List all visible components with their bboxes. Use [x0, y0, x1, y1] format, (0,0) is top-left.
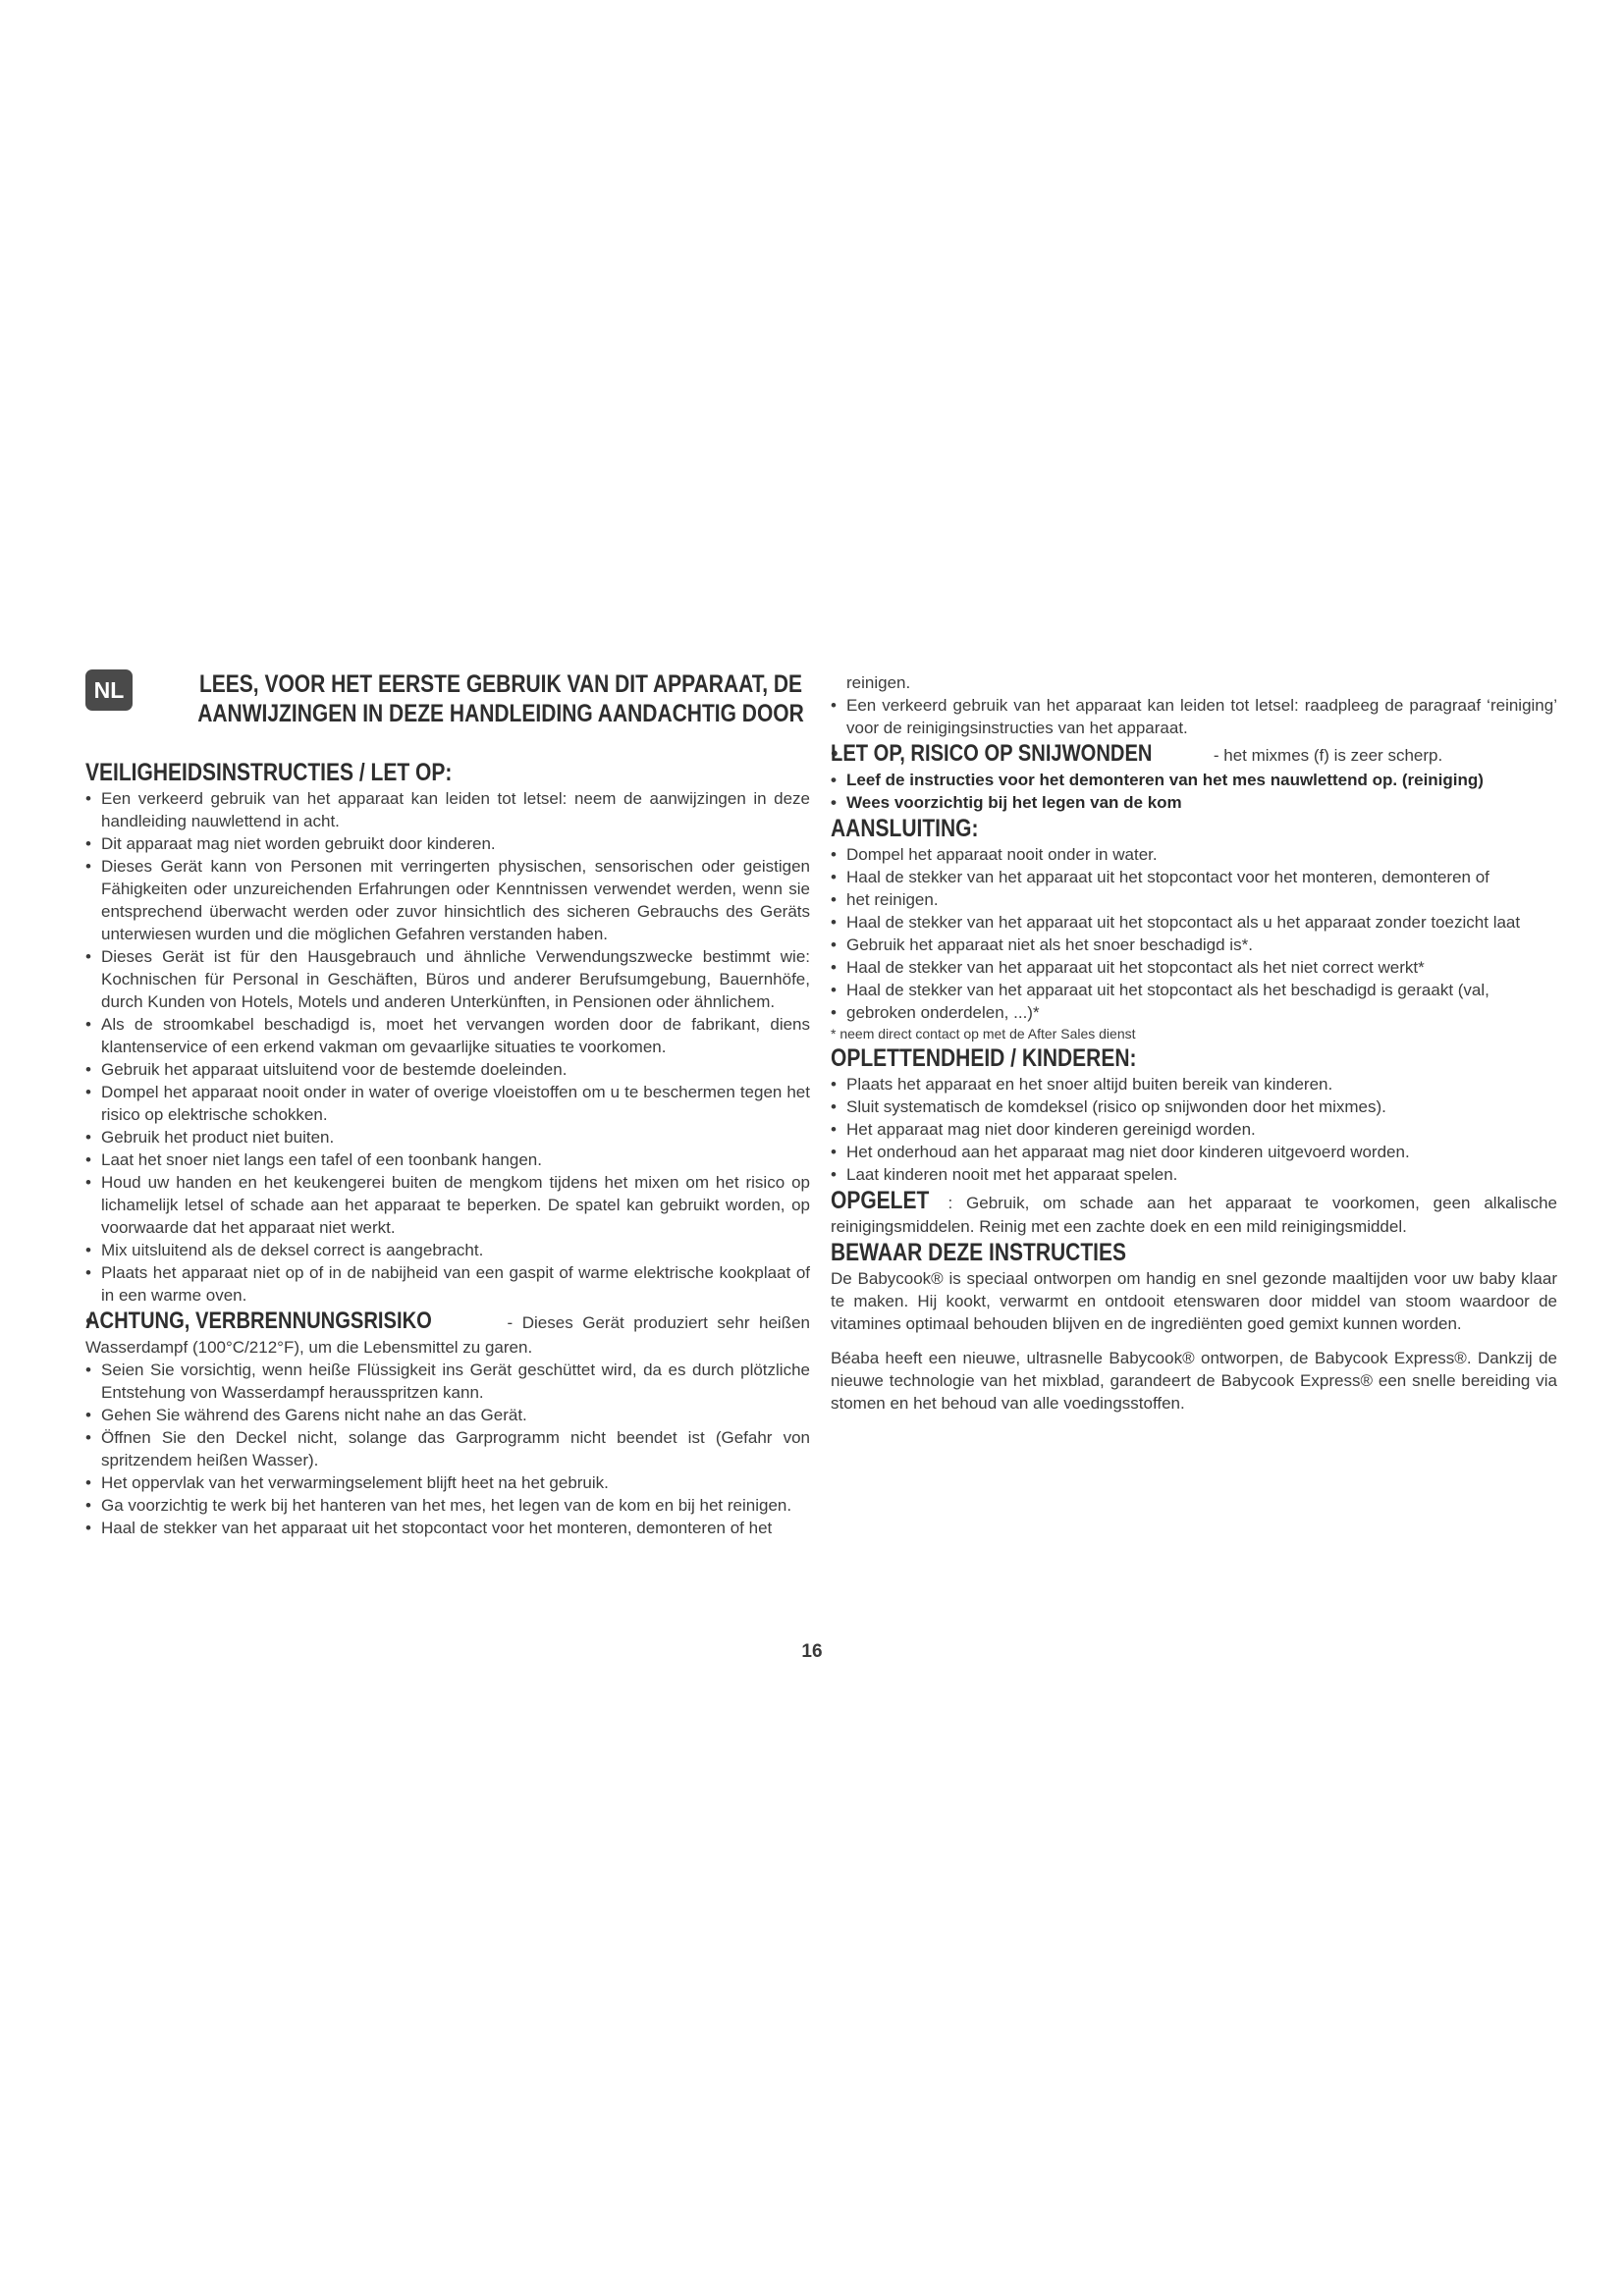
list-item: • Haal de stekker van het apparaat uit het stopcontact voor het monteren, demonteren of het [85, 1517, 810, 1539]
list-item: • Een verkeerd gebruik van het apparaat kan leiden tot letsel: neem de aanwijzingen in deze handleiding nauwlettend in acht. [85, 787, 810, 832]
list-item: • Dieses Gerät kann von Personen mit verringerten physischen, sensorischen oder geistigen Fähigkeiten oder unzureichenden Erfahrungen oder Kenntnissen verwendet werden, wenn sie entsprechend überwacht werden oder zuvor hinsichtlich des sicheren Gebrauchs des Geräts unterwiesen wurden und die möglichen Gefahren verstanden haben. [85, 855, 810, 945]
safety-list [85, 787, 810, 1307]
list-item: • Plaats het apparaat en het snoer altijd buiten bereik van kinderen. [831, 1073, 1557, 1095]
express-paragraph: Béaba heeft een nieuwe, ultrasnelle Babycook® ontworpen, de Babycook Express®. Dankzij de nieuwe technologie van het mixblad, garandeert de Babycook Express® een snelle bereiding via stomen en het behoud van alle voedingsstoffen. [831, 1349, 1557, 1413]
after-sales-note: * neem direct contact op met de After Sales dienst [831, 1026, 1136, 1041]
children-list [831, 1073, 1557, 1186]
list-item: • Haal de stekker van het apparaat uit het stopcontact als het beschadigd is geraakt (val, [831, 979, 1557, 1001]
list-item: • Sluit systematisch de komdeksel (risico op snijwonden door het mixmes). [831, 1095, 1557, 1118]
list-item: • Haal de stekker van het apparaat uit het stopcontact voor het monteren, demonteren of [831, 866, 1557, 888]
list-item: • Gehen Sie während des Garens nicht nahe an das Gerät. [85, 1404, 810, 1426]
list-item: • gebroken onderdelen, ...)* [831, 1001, 1557, 1024]
safety-section-heading: VEILIGHEIDSINSTRUCTIES / LET OP: [85, 759, 453, 786]
burn-warning-heading: ACHTUNG, VERBRENNUNGSRISIKO [85, 1308, 432, 1334]
list-item: • Dompel het apparaat nooit onder in water. [831, 843, 1557, 866]
list-item: • Plaats het apparaat niet op of in de nabijheid van een gaspit of warme elektrische kookplaat of in een warme oven. [85, 1261, 810, 1307]
caution-text: : Gebruik, om schade aan het apparaat te voorkomen, geen alkalische reinigingsmiddelen. Reinig met een zachte doek en een mild reinigingsmiddel. [831, 1194, 1557, 1236]
list-item: • Gebruik het product niet buiten. [85, 1126, 810, 1148]
list-item: • Öffnen Sie den Deckel nicht, solange das Garprogramm nicht beendet ist (Gefahr von spritzendem heißen Wasser). [85, 1426, 810, 1471]
caution-heading: OPGELET [831, 1187, 930, 1214]
list-item: • Seien Sie vorsichtig, wenn heiße Flüssigkeit ins Gerät geschüttet wird, da es durch plötzliche Entstehung von Wasserdampf herausspritzen kann. [85, 1359, 810, 1404]
list-item: • Wees voorzichtig bij het legen van de kom [831, 791, 1557, 814]
cleaning-note-list [831, 694, 1557, 739]
cut-warning-text: - het mixmes (f) is zeer scherp. [1213, 746, 1443, 765]
continuation-text: reinigen. [846, 673, 911, 692]
list-item: • Ga voorzichtig te werk bij het hanteren van het mes, het legen van de kom en bij het reinigen. [85, 1494, 810, 1517]
list-item: • Het oppervlak van het verwarmingselement blijft heet na het gebruik. [85, 1471, 810, 1494]
burn-list [85, 1359, 810, 1539]
list-item: • Een verkeerd gebruik van het apparaat kan leiden tot letsel: raadpleeg de paragraaf ‘reiniging’ voor de reinigingsinstructies van het apparaat. [831, 694, 1557, 739]
list-item: • Haal de stekker van het apparaat uit het stopcontact als het niet correct werkt* [831, 956, 1557, 979]
list-item: • Mix uitsluitend als de deksel correct is aangebracht. [85, 1239, 810, 1261]
babycook-paragraph: De Babycook® is speciaal ontworpen om handig en snel gezonde maaltijden voor uw baby klaar te maken. Hij kookt, verwarmt en ontdooit etenswaren door middel van stoom waardoor de vitamines optimaal behouden blijven en de ingrediënten goed gemixt kunnen worden. [831, 1269, 1557, 1333]
page-title: LEES, VOOR HET EERSTE GEBRUIK VAN DIT APPARAAT, DE AANWIJZINGEN IN DEZE HANDLEIDING AANDACHTIG DOOR [197, 670, 804, 727]
list-item: • Het onderhoud aan het apparaat mag niet door kinderen uitgevoerd worden. [831, 1141, 1557, 1163]
keep-instructions-heading: BEWAAR DEZE INSTRUCTIES [831, 1239, 1127, 1266]
list-item: • Het apparaat mag niet door kinderen gereinigd worden. [831, 1118, 1557, 1141]
connection-section-heading: AANSLUITING: [831, 815, 979, 842]
list-item: • Leef de instructies voor het demonteren van het mes nauwlettend op. (reiniging) [831, 769, 1557, 791]
burn-warning-text: - Dieses Gerät produziert sehr heißen Wasserdampf (100°C/212°F), um die Lebensmittel zu garen. [85, 1313, 810, 1357]
list-item: • Laat het snoer niet langs een tafel of een toonbank hangen. [85, 1148, 810, 1171]
language-badge: NL [85, 669, 133, 711]
list-item: • Dompel het apparaat nooit onder in water of overige vloeistoffen om u te beschermen tegen het risico op elektrische schokken. [85, 1081, 810, 1126]
cut-warning-heading: LET OP, RISICO OP SNIJWONDEN [831, 740, 1153, 767]
children-section-heading: OPLETTENDHEID / KINDEREN: [831, 1044, 1137, 1072]
left-column [85, 758, 810, 1539]
connection-list [831, 843, 1557, 1024]
list-item: • Als de stroomkabel beschadigd is, moet het vervangen worden door de fabrikant, diens klantenservice of een erkend vakman om gevaarlijke situaties te voorkomen. [85, 1013, 810, 1058]
cut-list [831, 769, 1557, 814]
list-item: • Gebruik het apparaat niet als het snoer beschadigd is*. [831, 934, 1557, 956]
list-item: • Haal de stekker van het apparaat uit het stopcontact als u het apparaat zonder toezicht laat [831, 911, 1557, 934]
cut-warning [831, 739, 1557, 769]
list-item: • Laat kinderen nooit met het apparaat spelen. [831, 1163, 1557, 1186]
list-item: • Dit apparaat mag niet worden gebruikt door kinderen. [85, 832, 810, 855]
list-item: • het reinigen. [831, 888, 1557, 911]
caution-paragraph [831, 1186, 1557, 1238]
right-column [831, 671, 1557, 1415]
list-item: • Dieses Gerät ist für den Hausgebrauch und ähnliche Verwendungszwecke bestimmt wie: Kochnischen für Personal in Geschäften, Büros und anderer Berufsumgebung, Bauernhöfe, durch Kunden von Hotels, Motels und anderen Unterkünften, in Pensionen oder ähnlichem. [85, 945, 810, 1013]
burn-warning [85, 1307, 810, 1359]
list-item: • Gebruik het apparaat uitsluitend voor de bestemde doeleinden. [85, 1058, 810, 1081]
page-number: 16 [801, 1641, 823, 1662]
list-item: • Houd uw handen en het keukengerei buiten de mengkom tijdens het mixen om het risico op lichamelijk letsel of schade aan het apparaat te beperken. De spatel kan gebruikt worden, op voorwaarde dat het apparaat niet werkt. [85, 1171, 810, 1239]
